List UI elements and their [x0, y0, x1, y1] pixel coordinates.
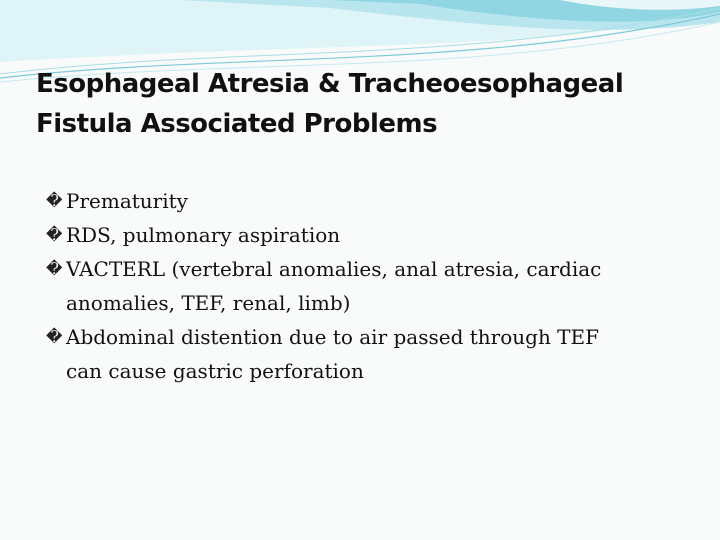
bullet-item [46, 184, 696, 218]
bullet-item [46, 252, 696, 320]
bullet-marker-icon: � [46, 327, 63, 346]
slide-title-line-2: Fistula Associated Problems [36, 109, 438, 139]
bullet-marker-icon: � [46, 191, 63, 210]
bullet-item [46, 320, 696, 388]
bullet-text-continuation: anomalies, TEF, renal, limb) [66, 291, 351, 315]
bullet-text: RDS, pulmonary aspiration [66, 223, 341, 247]
bullet-marker-icon: � [46, 225, 63, 244]
bullet-text: VACTERL (vertebral anomalies, anal atresia, cardiac [66, 257, 602, 281]
bullet-marker-icon: � [46, 259, 63, 278]
bullet-item [46, 218, 696, 252]
bullet-list [46, 184, 696, 388]
slide-title-line-1: Esophageal Atresia & Tracheoesophageal [36, 69, 624, 99]
bullet-text: Abdominal distention due to air passed through TEF [66, 325, 599, 349]
bullet-text-continuation: can cause gastric perforation [66, 359, 364, 383]
slide-title [36, 64, 676, 144]
bullet-text: Prematurity [66, 189, 188, 213]
